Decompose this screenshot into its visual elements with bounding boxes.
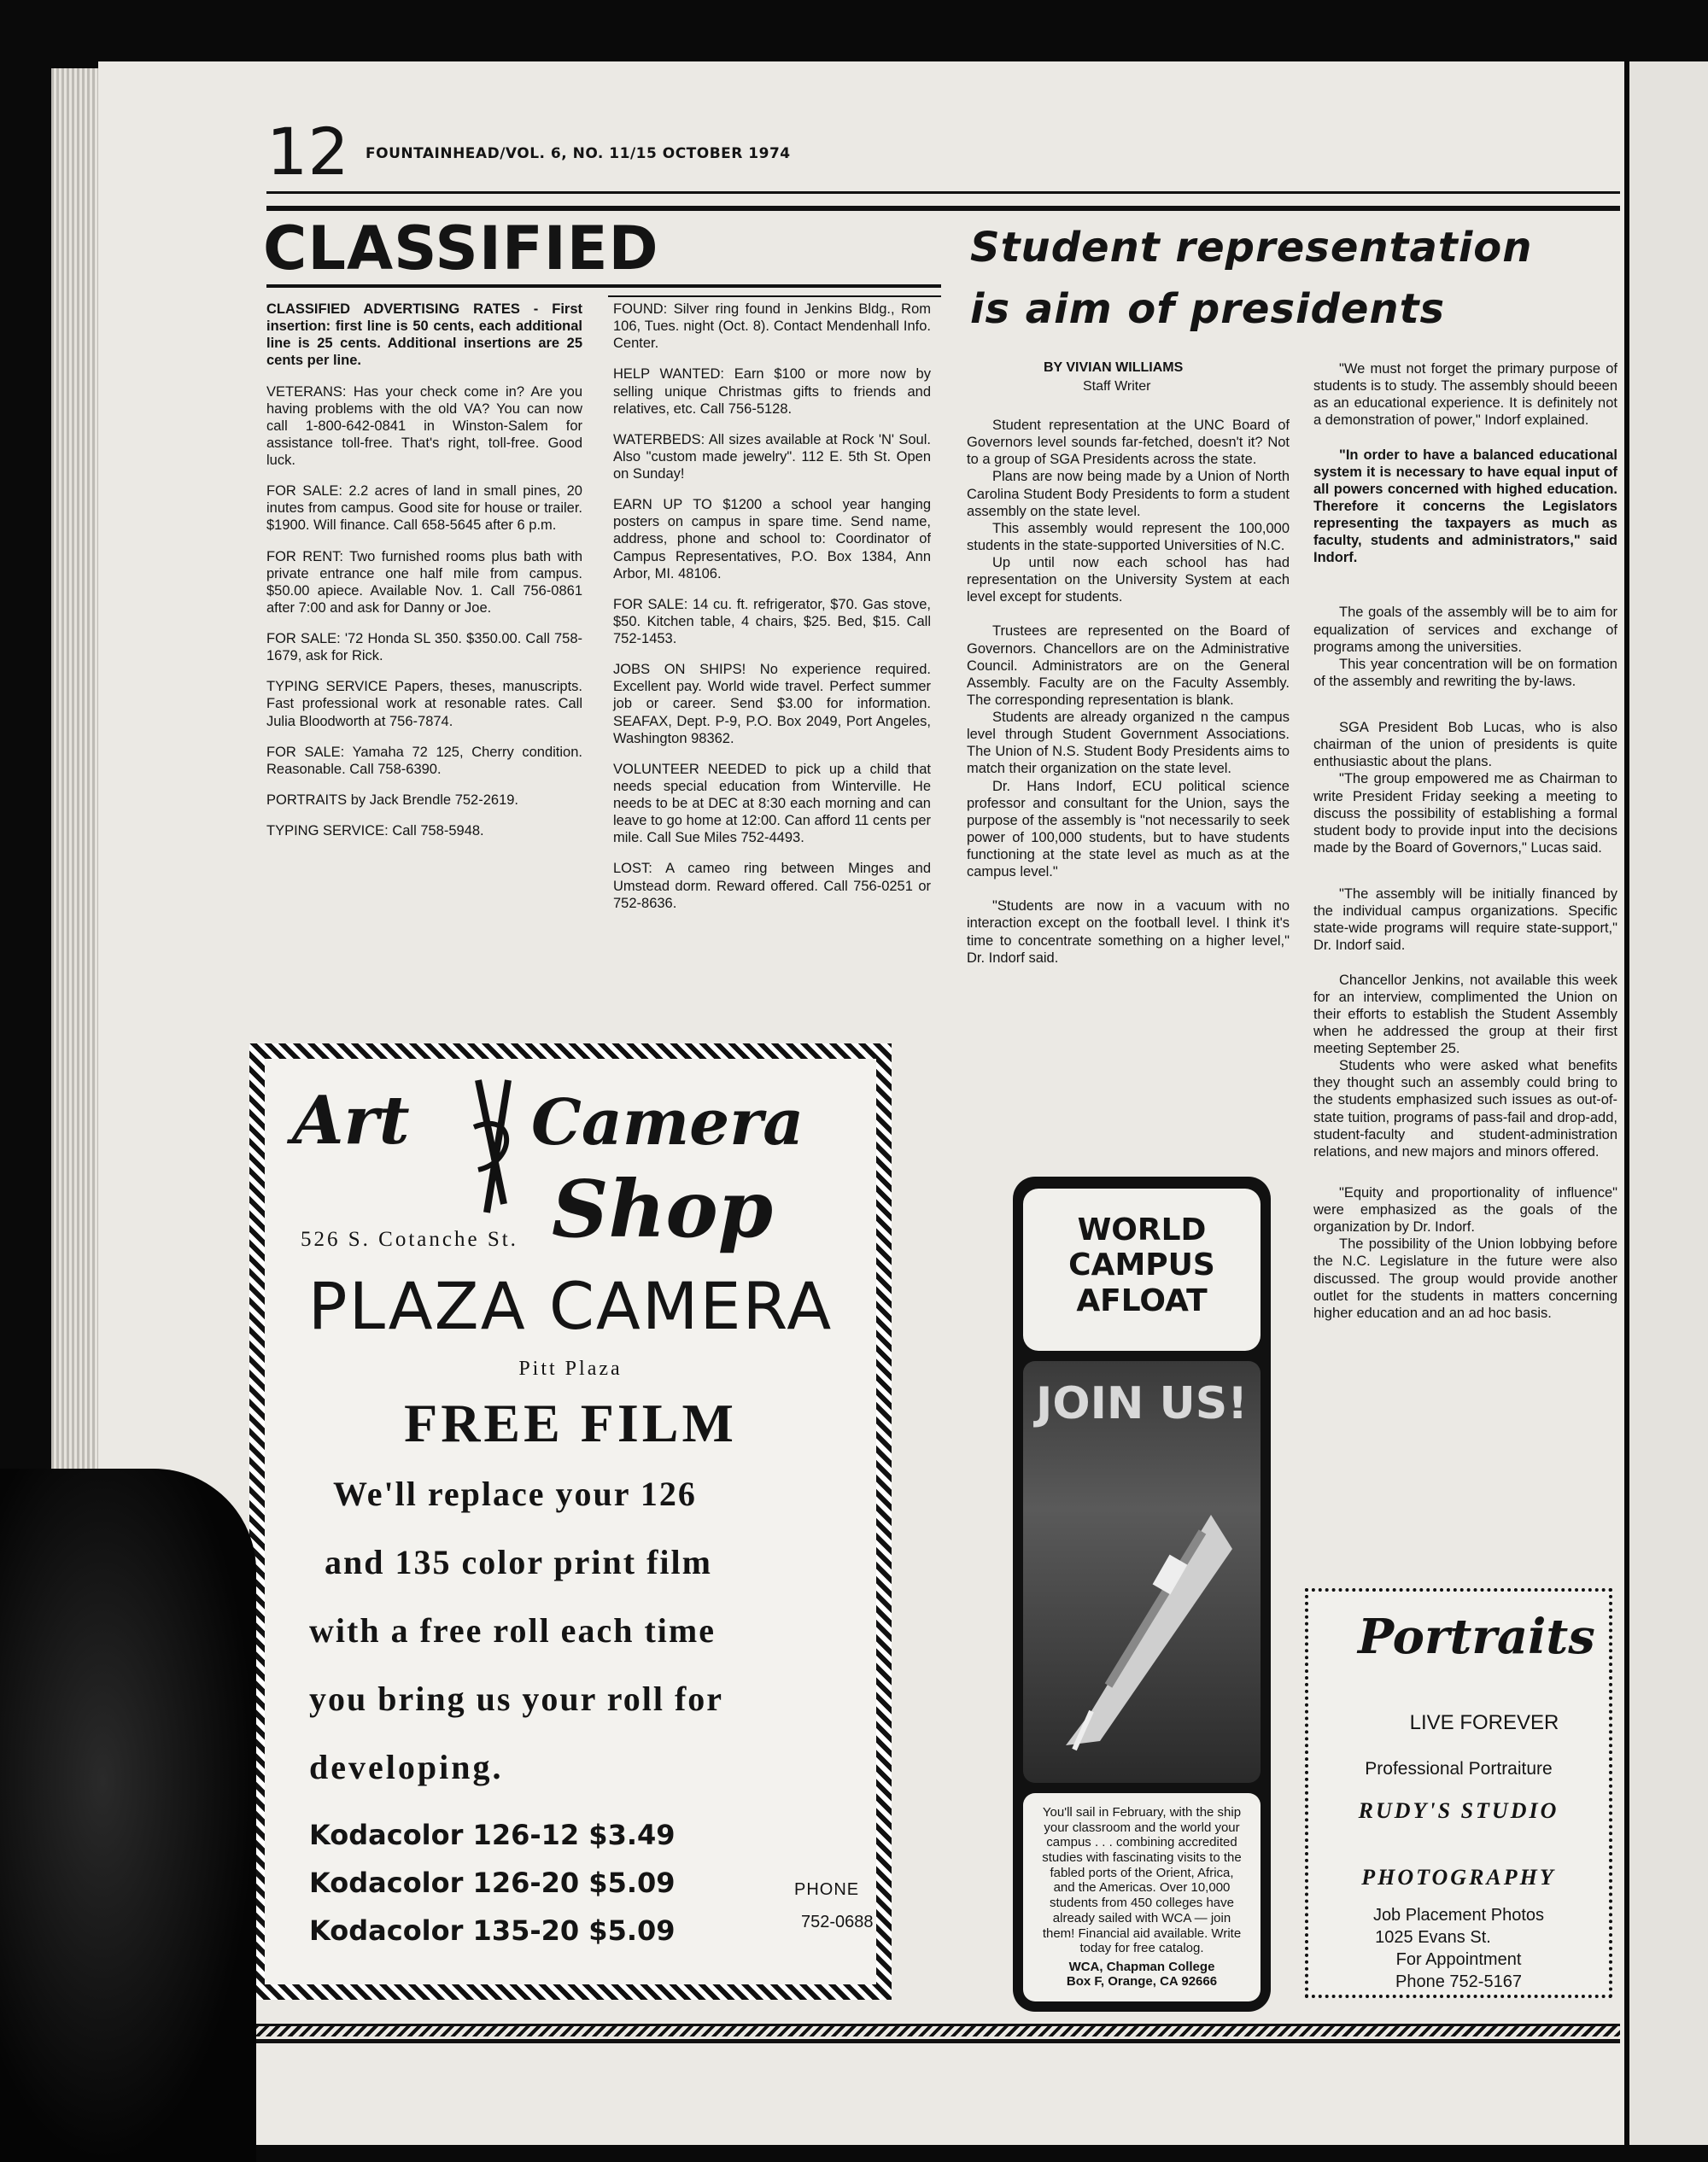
classified-ad: FOR RENT: Two furnished rooms plus bath with private entrance one half mile from campus. $50.00 apiece. Available Nov. 1. Call 756-0861 after 7:00 and ask for Danny or Joe. <box>266 548 582 616</box>
portraits-line-1: Professional Portraiture <box>1365 1759 1553 1779</box>
classified-column-2 <box>613 301 931 926</box>
portraits-line-3: For Appointment <box>1395 1950 1522 1969</box>
classified-title: CLASSIFIED <box>263 213 659 283</box>
ship-icon <box>1040 1498 1245 1754</box>
article-paragraph: This year concentration will be on formation of the assembly and rewriting the by-laws. <box>1313 656 1617 689</box>
footer-rule-top <box>232 2024 1620 2036</box>
wca-org: WCA, Chapman College <box>1068 1959 1215 1974</box>
portraits-ad <box>1305 1588 1612 1998</box>
ad-offer-line: developing. <box>309 1748 504 1786</box>
article-paragraph: "Equity and proportionality of influence" were emphasized as the goals of the organization by Dr. Indorf. <box>1313 1184 1617 1236</box>
article-column-2 <box>1313 360 1617 1322</box>
page-number: 12 <box>266 114 349 190</box>
wca-body: You'll sail in February, with the ship your classroom and the world your campus . . . combining accredited studies with fascinating visits to the fabled ports of the Orient, Africa, and the Americas. Over 10,000 students from 450 colleges have already sailed with WCA — join them! Financial aid available. Write today for free catalog. <box>1042 1805 1242 1956</box>
classified-ad: VOLUNTEER NEEDED to pick up a child that needs special education from Winterville. He needs to be at DEC at 8:30 each morning and can leave to go home at 12:00. Can afford 11 cents per mile. Call Sue Miles 752-4493. <box>613 761 931 846</box>
ad-price-line: Kodacolor 126-12 $3.49 <box>309 1819 676 1851</box>
article-byline: BY VIVIAN WILLIAMS <box>1044 360 1184 375</box>
classified-ad: TYPING SERVICE: Call 758-5948. <box>266 823 484 839</box>
classified-ad: FOUND: Silver ring found in Jenkins Bldg., Rom 106, Tues. night (Oct. 8). Contact Mendenhall Info. Center. <box>613 301 931 352</box>
article-paragraph: Trustees are represented on the Board of Governors. Chancellors are on the Administrative Council. Administrators are on the General Assembly. Faculty are on the Faculty Assembly. The corresponding representation is blank. <box>967 623 1290 708</box>
portraits-title: Portraits <box>1358 1609 1595 1665</box>
classified-ad: FOR SALE: 14 cu. ft. refrigerator, $70. Gas stove, $50. Kitchen table, 4 chairs, $25. Bed, $15. Call 752-1453. <box>613 596 931 646</box>
article-paragraph: The possibility of the Union lobbying before the N.C. Legislature in the future were also discussed. The group would provide another outlet for the students in matters concerning higher education and an ad hoc basis. <box>1313 1236 1617 1321</box>
article-byline-role: Staff Writer <box>1083 379 1151 394</box>
article-paragraph: This assembly would represent the 100,000 students in the state-supported Universities of N.C. <box>967 520 1290 553</box>
wca-title-line: AFLOAT <box>1076 1283 1208 1318</box>
portraits-phone: Phone 752-5167 <box>1395 1972 1522 1991</box>
article-paragraph: Dr. Hans Indorf, ECU political science professor and consultant for the Union, says the purpose of the assembly is "not necessarily to seek power of 100,000 students, but to have students functioning at the state level as much as at the campus level." <box>967 778 1290 880</box>
footer-rule-bottom <box>232 2039 1620 2043</box>
classified-ad: PORTRAITS by Jack Brendle 752-2619. <box>266 792 519 808</box>
camera-shop-ad <box>249 1043 892 2000</box>
wca-title-line: WORLD <box>1077 1212 1207 1248</box>
ad-price-line: Kodacolor 126-20 $5.09 <box>309 1867 676 1899</box>
classified-title-rule <box>266 284 941 288</box>
ad-store-location: Pitt Plaza <box>518 1358 623 1380</box>
article-paragraph: "The assembly will be initially financed by the individual campus organizations. Specific state-wide programs will require state-support," Dr. Indorf said. <box>1313 886 1617 954</box>
ad-brand-shop: Shop <box>552 1163 774 1255</box>
ad-offer-line: with a free roll each time <box>309 1611 716 1650</box>
classified-ad: FOR SALE: Yamaha 72 125, Cherry condition. Reasonable. Call 758-6390. <box>266 744 582 777</box>
ad-store-name: PLAZA CAMERA <box>307 1268 834 1344</box>
article-column-1 <box>967 417 1290 967</box>
publication-line: FOUNTAINHEAD/VOL. 6, NO. 11/15 OCTOBER 1974 <box>366 145 791 162</box>
adjacent-page <box>1629 61 1708 2145</box>
classified-ad: FOR SALE: 2.2 acres of land in small pines, 20 inutes from campus. Good site for house or trailer. $1900. Will finance. Call 658-5645 after 6 p.m. <box>266 483 582 534</box>
wca-ad <box>1013 1177 1271 2012</box>
article-paragraph: "The group empowered me as Chairman to write President Friday seeking a meeting to discuss the possibility of establishing a formal student body to provide input into the decisions made by the Board of Governors," Lucas said. <box>1313 771 1617 856</box>
classified-ad: VETERANS: Has your check come in? Are you having problems with the old VA? You can now call 1-800-642-0841 in Winston-Salem for assistance toll-free. That's right, toll-free. Good luck. <box>266 383 582 468</box>
ad-phone: 752-0688 <box>801 1913 874 1931</box>
portraits-studio: RUDY'S STUDIO <box>1358 1798 1559 1823</box>
portraits-photography: PHOTOGRAPHY <box>1361 1865 1556 1890</box>
article-paragraph: "Students are now in a vacuum with no interaction except on the football level. I think it's time to concentrate something on a higher level," Dr. Indorf said. <box>967 898 1290 966</box>
article-paragraph: Chancellor Jenkins, not available this week for an interview, complimented the Union on their efforts to establish the Student Assembly when he addressed the group at their first meeting September 25. <box>1313 972 1617 1056</box>
wca-join-text: JOIN US! <box>1036 1378 1248 1429</box>
article-paragraph: SGA President Bob Lucas, who is also chairman of the union of presidents is quite enthusiastic about the plans. <box>1313 720 1617 770</box>
classified-column-1 <box>266 301 582 853</box>
ad-brand-camera: Camera <box>531 1086 804 1160</box>
classified-ad: WATERBEDS: All sizes available at Rock 'N' Soul. Also "custom made jewelry". 112 E. 5th St. Open on Sunday! <box>613 431 931 482</box>
wca-address: Box F, Orange, CA 92666 <box>1066 1973 1218 1989</box>
ad-address: 526 S. Cotanche St. <box>301 1228 518 1251</box>
article-headline-line-1: Student representation <box>970 224 1533 272</box>
ad-brand-art: Art <box>292 1082 410 1160</box>
wca-copy-box <box>1023 1793 1261 2001</box>
classified-ad: LOST: A cameo ring between Minges and Umstead dorm. Reward offered. Call 756-0251 or 752-8636. <box>613 861 931 911</box>
classified-ad: HELP WANTED: Earn $100 or more now by selling unique Christmas gifts to friends and relatives, etc. Call 756-5128. <box>613 366 931 417</box>
wca-title-line: CAMPUS <box>1068 1248 1215 1283</box>
ad-offer-line: We'll replace your 126 <box>333 1475 697 1513</box>
article-paragraph: "In order to have a balanced educational system it is necessary to have equal input of all powers concerned with highed education. Therefore it concerns the Legislators representing the taxpayers as much as faculty, students and administrators," said Indorf. <box>1313 447 1617 566</box>
article-paragraph: Student representation at the UNC Board of Governors level sounds far-fetched, doesn't it? Not to a group of SGA Presidents across the state. <box>967 418 1290 468</box>
ad-phone-label: PHONE <box>794 1880 860 1899</box>
article-paragraph: The goals of the assembly will be to aim for equalization of services and exchange of programs among the universities. <box>1313 605 1617 655</box>
classified-ad: EARN UP TO $1200 a school year hanging posters on campus in spare time. Send name, address, phone and school to: Coordinator of Campus Representatives, P.O. Box 1384, Ann Arbor, MI. 48106. <box>613 497 931 581</box>
classified-ad: FOR SALE: '72 Honda SL 350. $350.00. Call 758-1679, ask for Rick. <box>266 631 582 664</box>
article-paragraph: Plans are now being made by a Union of North Carolina Student Body Presidents to form a student assembly on the state level. <box>967 469 1290 519</box>
classified-title-rule-2 <box>608 295 941 297</box>
article-paragraph: Students who were asked what benefits they thought such an assembly could bring to the students emphasized such issues as out-of-state tuition, programs of pass-fail and drop-add, student-faculty and student-administration relations, and new majors and minors offered. <box>1313 1058 1617 1160</box>
portraits-tagline: LIVE FOREVER <box>1409 1711 1559 1734</box>
ad-offer-line: and 135 color print film <box>325 1543 712 1581</box>
portraits-line-2: Job Placement Photos <box>1372 1906 1545 1925</box>
article-headline-line-2: is aim of presidents <box>970 285 1446 333</box>
classified-ad: JOBS ON SHIPS! No experience required. Excellent pay. World wide travel. Perfect summer job or career. Send $3.00 for information. SEAFAX, Dept. P-9, P.O. Box 2049, Port Angeles, Washington 98362. <box>613 662 931 746</box>
article-paragraph: "We must not forget the primary purpose of students is to study. The assembly should beeen as an educational experience. It is definitely not a demonstration of power," Indorf explained. <box>1313 361 1617 429</box>
header-rule <box>266 191 1620 211</box>
classified-rates: CLASSIFIED ADVERTISING RATES - First insertion: first line is 50 cents, each additional line is 25 cents. Additional insertions are 25 cents per line. <box>266 301 582 369</box>
article-paragraph: Up until now each school has had representation on the University System at each level except for students. <box>967 555 1290 605</box>
wca-title-box <box>1023 1189 1261 1351</box>
ad-offer-title: FREE FILM <box>404 1393 737 1453</box>
wca-photo <box>1023 1361 1261 1783</box>
classified-ad: TYPING SERVICE Papers, theses, manuscripts. Fast professional work at resonable rates. Call Julia Bloodworth at 756-7874. <box>266 679 582 729</box>
portraits-address: 1025 Evans St. <box>1375 1928 1491 1947</box>
article-paragraph: Students are already organized n the campus level through Student Government Associations. The Union of N.S. Student Body Presidents aims to match their organization on the state level. <box>967 710 1290 777</box>
ad-offer-line: you bring us your roll for <box>309 1680 724 1718</box>
thumb <box>0 1469 256 2162</box>
ad-price-line: Kodacolor 135-20 $5.09 <box>309 1914 676 1947</box>
brush-icon <box>470 1076 521 1221</box>
